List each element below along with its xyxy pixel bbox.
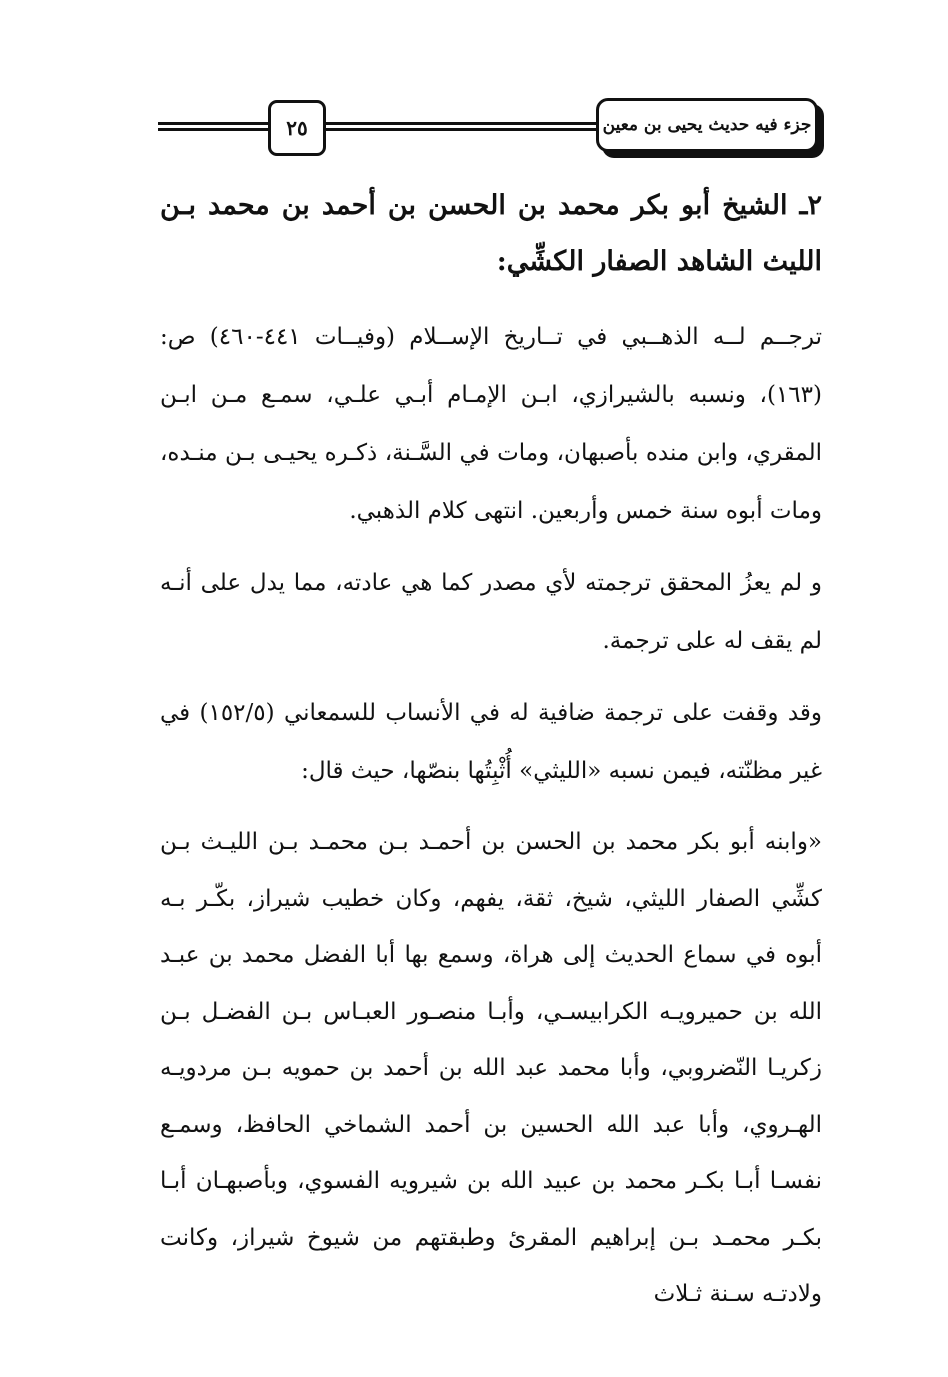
paragraph-quote: «وابنه أبو بكر محمد بن الحسن بن أحمـد بـن محمـد بـن الليـث بـن كشِّي الصفار الليثي، شيخ، ثقة، يفهم، وكان خطيب شيراز، بكّـر بـه أبوه في سماع الحديث إلى هراة، وسمع بها أبا الفضل محمد بن عبـد الله بن حميرويـه الكرابيسـي، وأبـا منصـور العبـاس بـن الفضـل بـن زكريـا النّضروبي، وأبا محمد عبد الله بن أحمد بن حمويه بـن مردويـه الهـروي، وأبا عبد الله الحسين بن أحمد الشماخي الحافظ، وسمـع نفسـا أبـا بكـر محمد بن عبيد الله بن شيرويه الفسوي، وبأصبهـان أبـا بكـر محمـد بـن إبراهيم المقرئ وطبقتهم من شيوخ شيراز، وكانت ولادتـه سـنة ثـلاث [160, 829, 822, 1307]
page-body [160, 178, 822, 1337]
paragraph-dhahabi: ترجــم لــه الذهــبي في تــاريخ الإســلام (وفيــات ٤٤١-٤٦٠) ص:(١٦٣)، ونسبه بالشيرازي، ابـن الإمـام أبـي علـي، سمـع مـن ابـن المقري، وابن منده بأصبهان، ومات في السَّـنة، ذكـره يحيـى بـن منـده، ومات أبوه سنة خمس وأربعين. انتهى كلام الذهبي. [160, 324, 822, 524]
running-title: جزء فيه حديث يحيى بن معين [596, 98, 818, 152]
page-number: ٢٥ [268, 100, 326, 156]
section-heading: ٢ـ الشيخ أبو بكر محمد بن الحسن بن أحمد بن محمد بـن الليث الشاهد الصفار الكشِّي: [160, 190, 822, 277]
page-header [150, 96, 826, 162]
paragraph-ansab: وقد وقفت على ترجمة ضافية له في الأنساب للسمعاني (١٥٢/٥) في غير مظنّته، فيمن نسبه «الليثي» أُثْبِتُها بنصّها، حيث قال: [160, 700, 822, 784]
paragraph-muhaqqiq: و لم يعزُ المحقق ترجمته لأي مصدر كما هي عادته، مما يدل على أنـه لم يقف له على ترجمة. [160, 570, 822, 654]
